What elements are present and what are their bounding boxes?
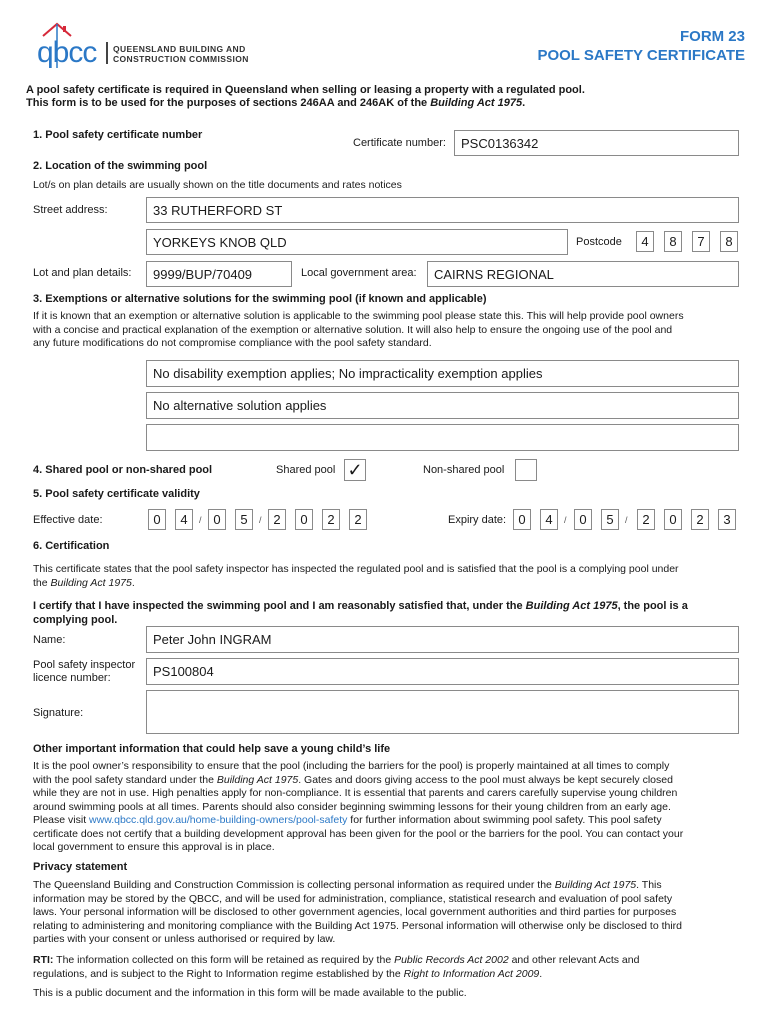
section-3-heading: 3. Exemptions or alternative solutions for the swimming pool (if known and applicable)	[33, 293, 487, 305]
lot-plan-label: Lot and plan details:	[33, 267, 132, 279]
logo-text	[113, 44, 249, 64]
certify-line-1: I certify that I have inspected the swimming pool and I am reasonably satisfied that, under the Building Act 1975, the pool is a	[33, 600, 688, 612]
other-line-3: while they are not in use. High penalties apply for non-compliance. It is essential that parents and carers carefully supervise young children	[33, 787, 678, 799]
name-label: Name:	[33, 634, 66, 646]
postcode-digit-2[interactable]: 8	[664, 231, 682, 252]
section-2-heading: 2. Location of the swimming pool	[33, 160, 208, 172]
rti-line-1: RTI: The information collected on this form will be retained as required by the Public Records Act 2002 and other relevant Acts and	[33, 954, 640, 966]
certify-line-2: complying pool.	[33, 614, 118, 626]
licence-number-field[interactable]: PS100804	[146, 658, 739, 685]
section-5-heading: 5. Pool safety certificate validity	[33, 488, 200, 500]
effective-date-label: Effective date:	[33, 514, 103, 526]
certification-line-1: This certificate states that the pool safety inspector has inspected the regulated pool and is satisfied that the pool is a complying pool under	[33, 563, 679, 575]
expiry-day-2[interactable]: 4	[540, 509, 558, 530]
intro-line-1: A pool safety certificate is required in Queensland when selling or leasing a property with a regulated pool.	[26, 84, 585, 96]
privacy-line-1: The Queensland Building and Construction Commission is collecting personal information as required under the Building Act 1975. This	[33, 879, 662, 891]
effective-year-3[interactable]: 2	[322, 509, 340, 530]
privacy-heading: Privacy statement	[33, 861, 128, 873]
postcode-label: Postcode	[576, 236, 622, 248]
certificate-number-label: Certificate number:	[353, 137, 446, 149]
licence-label-line-2: licence number:	[33, 672, 111, 684]
privacy-line-5: parties with your consent or unless authorised or required by law.	[33, 933, 336, 945]
shared-pool-label: Shared pool	[276, 464, 336, 476]
privacy-line-3: laws. Your personal information will be disclosed to other government agencies, local government authorities and third parties for purposes	[33, 906, 677, 918]
form-title-block	[537, 27, 745, 65]
other-line-7: local government to ensure this approval is in place.	[33, 841, 275, 853]
effective-year-4[interactable]: 2	[349, 509, 367, 530]
exemption-field-2[interactable]: No alternative solution applies	[146, 392, 739, 419]
section-3-description	[33, 310, 748, 351]
postcode-digit-4[interactable]: 8	[720, 231, 738, 252]
inspector-name-field[interactable]: Peter John INGRAM	[146, 626, 739, 653]
logo-line-1: QUEENSLAND BUILDING AND	[113, 44, 246, 54]
local-government-field[interactable]: CAIRNS REGIONAL	[427, 261, 739, 287]
expiry-year-1[interactable]: 2	[637, 509, 655, 530]
expiry-month-2[interactable]: 5	[601, 509, 619, 530]
street-address-line-1[interactable]: 33 RUTHERFORD ST	[146, 197, 739, 223]
privacy-line-4: relating to administering and monitoring compliance with the Building Act 1975. Personal information will otherwise only be disclosed to third	[33, 919, 683, 932]
street-address-line-2[interactable]: YORKEYS KNOB QLD	[146, 229, 568, 255]
pool-safety-link[interactable]: www.qbcc.qld.gov.au/home-building-owners/pool-safety	[89, 814, 348, 826]
qbcc-logo	[35, 18, 250, 78]
expiry-slash-2: /	[625, 515, 628, 525]
certificate-number-field[interactable]: PSC0136342	[454, 130, 739, 156]
other-line-5: Please visit www.qbcc.qld.gov.au/home-building-owners/pool-safety for further information about swimming pool safety. This pool safety	[33, 814, 662, 826]
s3-para-line-2: with a concise and practical explanation of the exemption or alternative solution. It will also help to ensure the ongoing use of the pool and	[33, 323, 673, 336]
non-shared-pool-label: Non-shared pool	[423, 464, 505, 476]
certification-line-2: the Building Act 1975.	[33, 576, 135, 589]
section-6-heading: 6. Certification	[33, 540, 110, 552]
other-line-6: certificate does not certify that a building development approval has been given for the pool or the barriers for the pool. You can contact your	[33, 827, 684, 840]
logo-mark: qbcc	[37, 36, 97, 69]
expiry-slash-1: /	[564, 515, 567, 525]
public-document-note: This is a public document and the information in this form will be made available to the public.	[33, 987, 467, 999]
shared-pool-checkbox[interactable]: ✓	[344, 459, 366, 481]
effective-day-1[interactable]: 0	[148, 509, 166, 530]
other-info-body	[33, 760, 748, 855]
s3-para-line-1: If it is known that an exemption or alternative solution is applicable to the swimming pool please state this. This will help provide pool owners	[33, 310, 684, 322]
lot-plan-field[interactable]: 9999/BUP/70409	[146, 261, 292, 287]
logo-divider	[106, 42, 108, 64]
expiry-year-3[interactable]: 2	[691, 509, 709, 530]
exemption-field-3[interactable]	[146, 424, 739, 451]
other-line-2: with the pool safety standard under the Building Act 1975. Gates and doors giving access to the pool must always be kept securely closed	[33, 773, 673, 786]
effective-month-2[interactable]: 5	[235, 509, 253, 530]
certification-statement	[33, 563, 748, 590]
effective-year-2[interactable]: 0	[295, 509, 313, 530]
form-title: POOL SAFETY CERTIFICATE	[537, 47, 745, 64]
effective-month-1[interactable]: 0	[208, 509, 226, 530]
expiry-year-2[interactable]: 0	[664, 509, 682, 530]
non-shared-pool-checkbox[interactable]	[515, 459, 537, 481]
section-4-heading: 4. Shared pool or non-shared pool	[33, 464, 213, 476]
effective-day-2[interactable]: 4	[175, 509, 193, 530]
signature-field[interactable]	[146, 690, 739, 734]
section-1-heading: 1. Pool safety certificate number	[33, 129, 203, 141]
licence-label-line-1: Pool safety inspector	[33, 659, 136, 671]
expiry-month-1[interactable]: 0	[574, 509, 592, 530]
other-info-heading: Other important information that could help save a young child’s life	[33, 743, 391, 755]
certify-statement	[33, 599, 748, 627]
privacy-line-2: information may be stored by the QBCC, and will be used for administration, compliance, statistical research and evaluation of pool safety	[33, 892, 673, 905]
lot-plan-note: Lot/s on plan details are usually shown on the title documents and rates notices	[33, 179, 402, 191]
expiry-date-label: Expiry date:	[448, 514, 507, 526]
postcode-digit-1[interactable]: 4	[636, 231, 654, 252]
s3-para-line-3: any future modifications do not compromise compliance with the pool safety standard.	[33, 337, 432, 349]
expiry-year-4[interactable]: 3	[718, 509, 736, 530]
effective-slash-1: /	[199, 515, 202, 525]
local-government-label: Local government area:	[301, 267, 417, 279]
effective-year-1[interactable]: 2	[268, 509, 286, 530]
form-number: FORM 23	[679, 28, 745, 45]
rti-line-2: regulations, and is subject to the Right to Information regime established by the Right to Information Act 2009.	[33, 967, 543, 980]
signature-label: Signature:	[33, 707, 84, 719]
effective-slash-2: /	[259, 515, 262, 525]
intro	[26, 84, 746, 110]
postcode-digit-3[interactable]: 7	[692, 231, 710, 252]
privacy-body	[33, 879, 748, 947]
rti-label: RTI:	[33, 954, 54, 966]
street-address-label: Street address:	[33, 204, 108, 216]
licence-number-label	[33, 659, 135, 685]
rti-statement	[33, 954, 748, 981]
exemption-field-1[interactable]: No disability exemption applies; No impracticality exemption applies	[146, 360, 739, 387]
intro-line-2: This form is to be used for the purposes of sections 246AA and 246AK of the Building Act 1975.	[26, 97, 526, 109]
other-line-1: It is the pool owner’s responsibility to ensure that the pool (including the barriers for the pool) is properly maintained at all times to comply	[33, 760, 670, 772]
expiry-day-1[interactable]: 0	[513, 509, 531, 530]
other-line-4: around swimming pools at all times. Parents should also consider beginning swimming lessons for their young children from an early age.	[33, 800, 671, 813]
logo-line-2: CONSTRUCTION COMMISSION	[113, 54, 249, 64]
